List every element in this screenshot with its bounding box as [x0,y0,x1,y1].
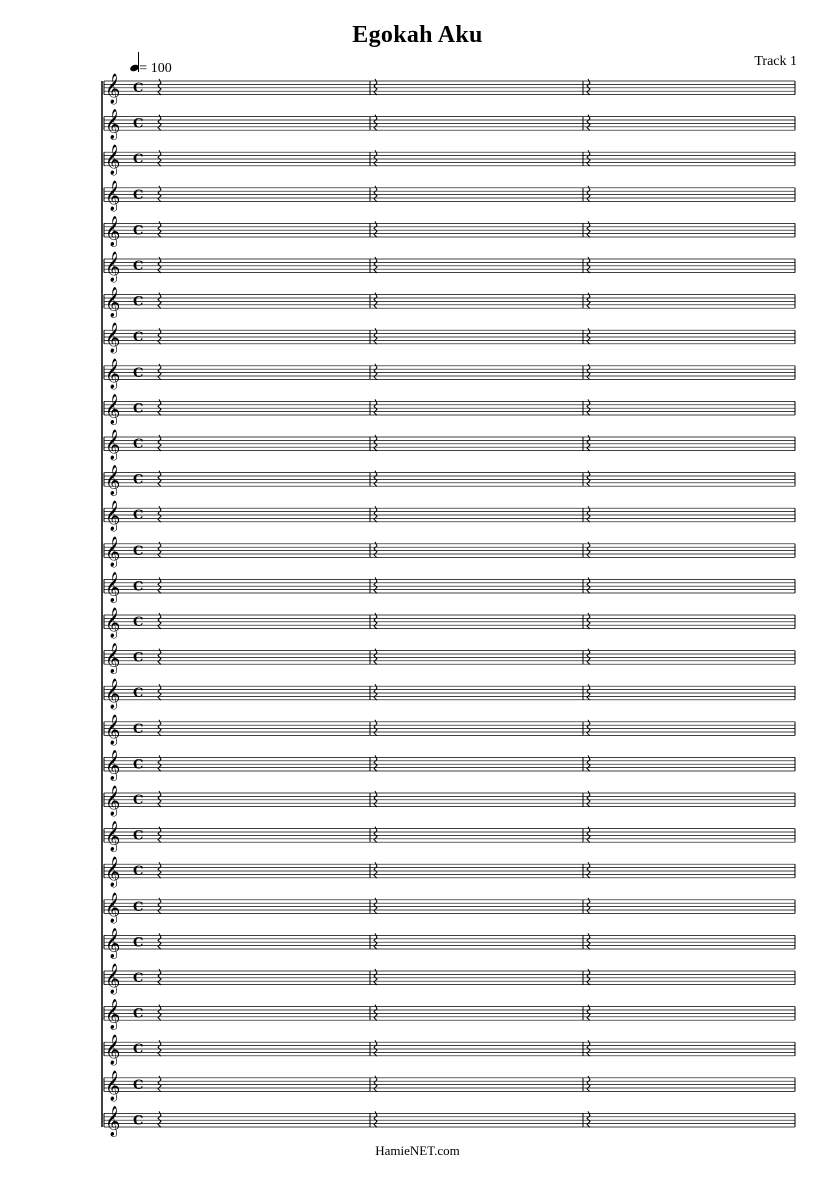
rest-symbol [587,79,590,95]
staff [104,678,795,710]
rest-symbol [374,1076,377,1092]
rest-symbol [374,862,377,878]
rest-symbol [587,221,590,237]
staff [104,73,795,105]
treble-clef-icon: 𝄞 [105,216,121,247]
treble-clef-icon: 𝄞 [105,465,121,496]
time-signature: C [133,686,144,702]
time-signature: C [133,1042,144,1058]
rest-symbol [587,613,590,629]
rest-symbol [158,293,161,309]
rest-symbol [587,862,590,878]
treble-clef-icon: 𝄞 [105,679,121,710]
rest-symbol [587,969,590,985]
rest-symbol [587,471,590,487]
rest-symbol [158,577,161,593]
rest-symbol [158,221,161,237]
staff [104,465,795,497]
rest-symbol [587,577,590,593]
time-signature: C [133,757,144,773]
staff [104,785,795,817]
rest-symbol [587,755,590,771]
rest-symbol [587,1111,590,1127]
rest-symbol [374,791,377,807]
rest-symbol [587,791,590,807]
rest-symbol [158,862,161,878]
staff [104,109,795,141]
treble-clef-icon: 𝄞 [105,145,121,176]
treble-clef-icon: 𝄞 [105,180,121,211]
rest-symbol [374,720,377,736]
time-signature: C [133,437,144,452]
treble-clef-icon: 𝄞 [105,643,121,674]
treble-clef-icon: 𝄞 [105,821,121,852]
rest-symbol [374,328,377,344]
rest-symbol [587,1040,590,1056]
rest-symbol [158,898,161,914]
rest-symbol [374,577,377,593]
rest-symbol [374,649,377,665]
staff [104,1105,795,1137]
time-signature: C [133,579,144,595]
treble-clef-icon: 𝄞 [105,536,121,567]
treble-clef-icon: 𝄞 [105,394,121,425]
treble-clef-icon: 𝄞 [105,358,121,389]
song-title: Egokah Aku [352,22,483,48]
treble-clef-icon: 𝄞 [105,1070,121,1101]
rest-symbol [374,827,377,843]
rest-symbol [158,969,161,985]
staff [104,821,795,853]
staff [104,1070,795,1102]
rest-symbol [374,115,377,131]
treble-clef-icon: 𝄞 [105,1035,121,1066]
rest-symbol [158,328,161,344]
time-signature: C [133,508,144,524]
rest-symbol [374,898,377,914]
rest-symbol [587,542,590,558]
staff [104,643,795,675]
staff [104,144,795,176]
rest-symbol [158,755,161,771]
rest-symbol [374,684,377,700]
rest-symbol [158,364,161,380]
time-signature: C [133,152,144,168]
staff [104,251,795,283]
time-signature: C [133,864,144,880]
staff [104,1034,795,1066]
tempo-value: = 100 [139,61,172,76]
treble-clef-icon: 𝄞 [105,1106,121,1137]
rest-symbol [587,898,590,914]
time-signature: C [133,294,144,310]
time-signature: C [133,1006,144,1022]
time-signature: C [133,81,144,96]
rest-symbol [587,506,590,522]
rest-symbol [158,399,161,415]
rest-symbol [374,150,377,166]
rest-symbol [374,506,377,522]
staff [104,287,795,319]
staff [104,856,795,888]
time-signature: C [133,899,144,915]
staff [104,607,795,639]
rest-symbol [158,791,161,807]
rest-symbol [374,257,377,273]
time-signature: C [133,721,144,737]
rest-symbol [587,257,590,273]
staff [104,322,795,354]
treble-clef-icon: 𝄞 [105,74,121,104]
time-signature: C [133,793,144,808]
rest-symbol [587,649,590,665]
rest-symbol [587,115,590,131]
rest-symbol [587,827,590,843]
rest-symbol [374,221,377,237]
staff [104,358,795,390]
time-signature: C [133,543,144,559]
rest-symbol [587,1076,590,1092]
staff [104,536,795,568]
rest-symbol [158,471,161,487]
treble-clef-icon: 𝄞 [105,430,121,460]
rest-symbol [374,933,377,949]
rest-symbol [587,435,590,451]
staff [104,500,795,532]
staff [104,180,795,212]
rest-symbol [374,1111,377,1127]
rest-symbol [374,435,377,451]
rest-symbol [587,720,590,736]
rest-symbol [158,1005,161,1021]
time-signature: C [133,935,144,951]
time-signature: C [133,330,144,346]
treble-clef-icon: 𝄞 [105,608,121,638]
rest-symbol [158,79,161,95]
time-signature: C [133,187,144,203]
rest-symbol [587,293,590,309]
rest-symbol [587,364,590,380]
rest-symbol [587,1005,590,1021]
rest-symbol [158,1111,161,1127]
treble-clef-icon: 𝄞 [105,501,121,532]
time-signature: C [133,472,144,488]
rest-symbol [374,399,377,415]
staff [104,963,795,995]
track-label: Track 1 [754,54,797,69]
staff [104,393,795,425]
rest-symbol [158,115,161,131]
rest-symbol [158,649,161,665]
time-signature: C [133,1113,144,1129]
treble-clef-icon: 𝄞 [105,750,121,781]
time-signature: C [133,401,144,417]
rest-symbol [374,613,377,629]
treble-clef-icon: 𝄞 [105,323,121,354]
treble-clef-icon: 𝄞 [105,857,121,888]
treble-clef-icon: 𝄞 [105,287,121,318]
rest-symbol [587,150,590,166]
treble-clef-icon: 𝄞 [105,892,121,923]
staff [104,215,795,247]
rest-symbol [587,328,590,344]
rest-symbol [158,506,161,522]
rest-symbol [158,720,161,736]
rest-symbol [587,399,590,415]
treble-clef-icon: 𝄞 [105,786,121,816]
staff [104,892,795,924]
time-signature: C [133,971,144,986]
time-signature: C [133,116,144,132]
rest-symbol [158,933,161,949]
rest-symbol [374,471,377,487]
rest-symbol [158,435,161,451]
treble-clef-icon: 𝄞 [105,572,121,603]
rest-symbol [374,293,377,309]
treble-clef-icon: 𝄞 [105,928,121,959]
rest-symbol [158,827,161,843]
watermark-text: HamieNET.com [375,1143,460,1158]
rest-symbol [158,542,161,558]
rest-symbol [374,542,377,558]
time-signature: C [133,259,144,274]
time-signature: C [133,650,144,666]
rest-symbol [158,257,161,273]
rest-symbol [374,364,377,380]
rest-symbol [158,684,161,700]
rest-symbol [374,1040,377,1056]
rest-symbol [158,186,161,202]
staff [104,749,795,781]
treble-clef-icon: 𝄞 [105,252,121,282]
staff [104,927,795,959]
rest-symbol [374,969,377,985]
rest-symbol [158,1076,161,1092]
staff [104,714,795,746]
rest-symbol [374,186,377,202]
treble-clef-icon: 𝄞 [105,999,121,1030]
time-signature: C [133,365,144,381]
staff [104,571,795,603]
time-signature: C [133,615,144,630]
rest-symbol [374,755,377,771]
rest-symbol [158,613,161,629]
treble-clef-icon: 𝄞 [105,109,121,140]
rest-symbol [374,79,377,95]
rest-symbol [587,186,590,202]
rest-symbol [587,933,590,949]
treble-clef-icon: 𝄞 [105,714,121,745]
staff [104,999,795,1031]
rest-symbol [158,150,161,166]
rest-symbol [158,1040,161,1056]
treble-clef-icon: 𝄞 [105,964,121,994]
rest-symbol [587,684,590,700]
staff [104,429,795,461]
rest-symbol [374,1005,377,1021]
time-signature: C [133,828,144,844]
time-signature: C [133,1077,144,1093]
time-signature: C [133,223,144,239]
